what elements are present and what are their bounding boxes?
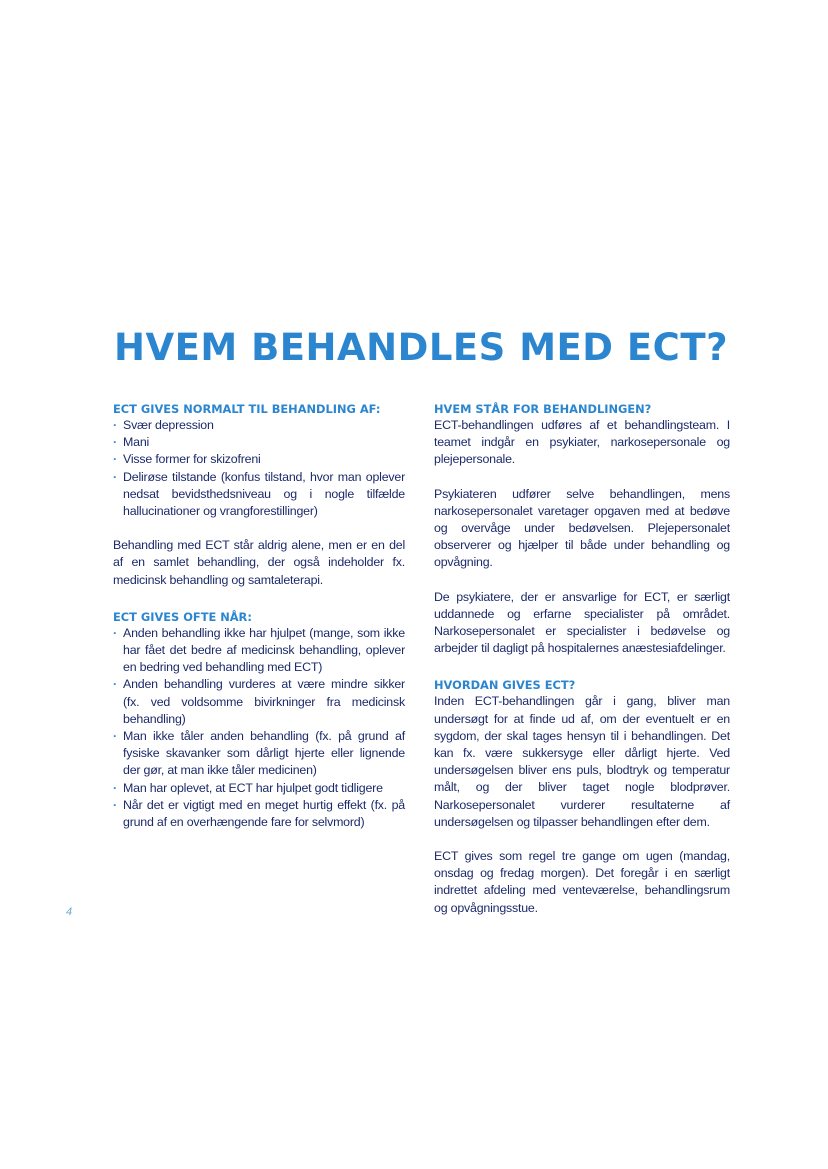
page-title: HVEM BEHANDLES MED ECT? xyxy=(114,326,729,369)
body-paragraph: ECT gives som regel tre gange om ugen (mandag, onsdag og fredag morgen). Det foregår i en særligt indrettet afdeling med venteværelse, behandlingsrum og opvågningsstue. xyxy=(434,849,730,915)
body-paragraph: De psykiatere, der er ansvarlige for ECT, er særligt uddannede og erfarne specialister på området. Narkosepersonalet er specialister i bedøvelse og arbejder til dagligt på hospitalernes anæstesiafdelinger. xyxy=(434,589,730,656)
list-item: · Anden behandling ikke har hjulpet (mange, som ikke har fået det bedre af medicinsk behandling, oplever en bedring ved behandling med ECT) xyxy=(113,625,405,677)
left-column xyxy=(113,401,405,831)
often-when-list xyxy=(113,625,405,831)
section-heading-normal-indications: ECT GIVES NORMALT TIL BEHANDLING AF: xyxy=(113,402,381,416)
body-paragraph: ECT-behandlingen udføres af et behandlingsteam. I teamet indgår en psykiater, narkosepersonale og plejepersonale. xyxy=(434,418,730,467)
list-item: · Mani xyxy=(113,434,405,451)
section-heading-treatment-team: HVEM STÅR FOR BEHANDLINGEN? xyxy=(434,402,652,416)
section-heading-how-given: HVORDAN GIVES ECT? xyxy=(434,678,576,693)
indication-list xyxy=(113,417,405,520)
page-number: 4 xyxy=(66,906,73,918)
list-item: · Man ikke tåler anden behandling (fx. på grund af fysiske skavanker som dårligt hjerte eller lignende der gør, at man ikke tåler medicinen) xyxy=(113,728,405,780)
body-paragraph: Inden ECT-behandlingen går i gang, bliver man undersøgt for at finde ud af, om der eventuelt er en sygdom, der skal tages hensyn til i behandlingen. Det kan fx. være sukkersyge eller dårligt hjerte. Ved undersøgelsen bliver ens puls, blodtryk og temperatur målt, og der bliver taget nogle blodprøver. Narkosepersonalet vurderer resultaterne af undersøgelsen og tilpasser behandlingen efter dem. xyxy=(434,694,730,829)
list-item: · Man har oplevet, at ECT har hjulpet godt tidligere xyxy=(113,780,405,797)
list-item: · Når det er vigtigt med en meget hurtig effekt (fx. på grund af en overhængende fare for selvmord) xyxy=(113,797,405,831)
list-item: · Visse former for skizofreni xyxy=(113,451,405,468)
list-item: · Svær depression xyxy=(113,417,405,434)
section-heading-often-when: ECT GIVES OFTE NÅR: xyxy=(113,609,252,624)
body-paragraph: Psykiateren udfører selve behandlingen, mens narkosepersonalet varetager opgaven med at bedøve og overvåge under bedøvelsen. Plejepersonalet observerer og hjælper til både under behandling og opvågning. xyxy=(434,486,730,570)
list-item: · Anden behandling vurderes at være mindre sikker (fx. ved voldsomme bivirkninger fra medicinsk behandling) xyxy=(113,676,405,728)
right-column xyxy=(434,401,730,917)
list-item: · Delirøse tilstande (konfus tilstand, hvor man oplever nedsat bevidsthedsniveau og i nogle tilfælde hallucinationer og vrangforestillinger) xyxy=(113,469,405,521)
body-paragraph: Behandling med ECT står aldrig alene, men er en del af en samlet behandling, der også indeholder fx. medicinsk behandling og samtaleterapi. xyxy=(113,538,405,587)
